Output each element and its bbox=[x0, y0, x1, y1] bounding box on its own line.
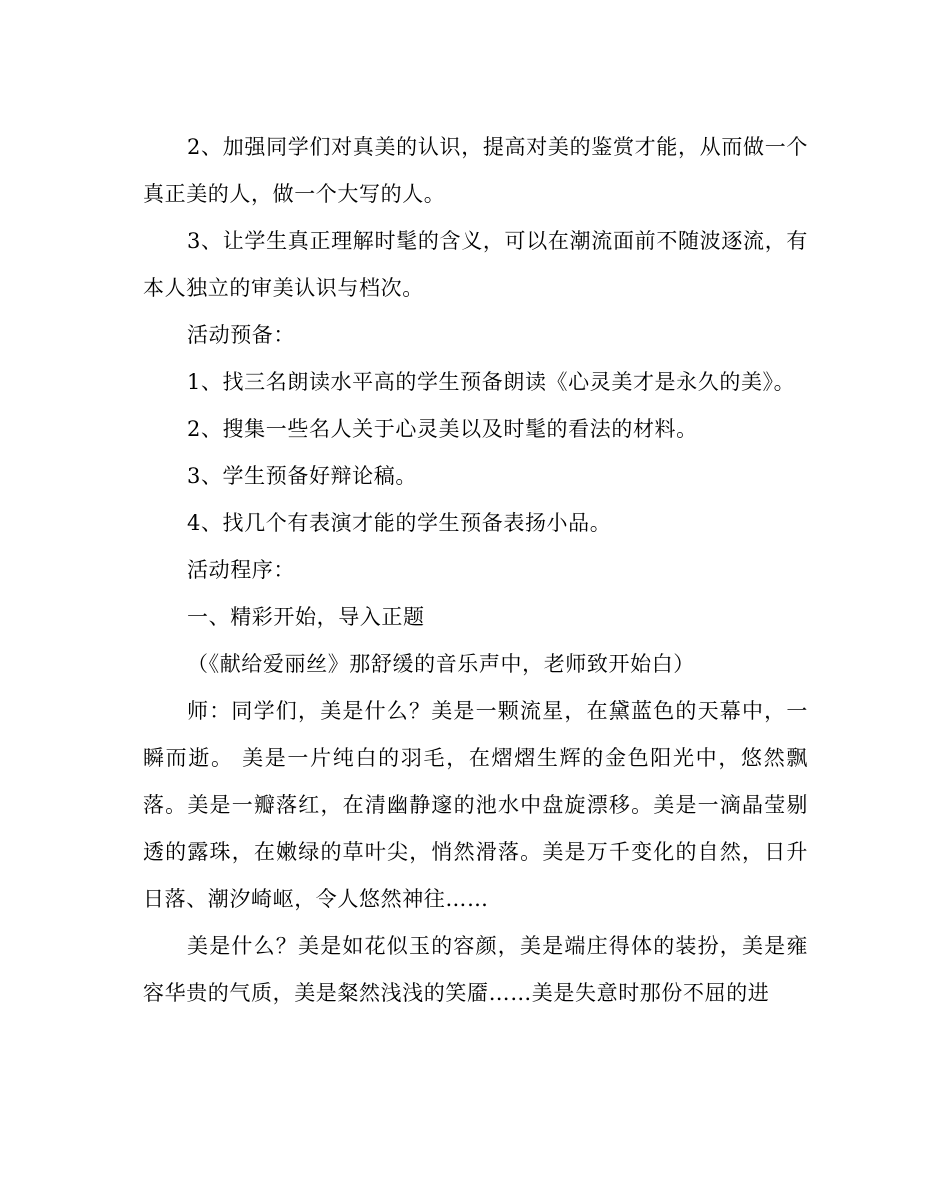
paragraph-goal-3: 3、让学生真正理解时髦的含义，可以在潮流面前不随波逐流，有本人独立的审美认识与档次。 bbox=[143, 229, 808, 300]
paragraph-stage-direction: （《献给爱丽丝》那舒缓的音乐声中，老师致开始白） bbox=[187, 652, 695, 676]
paragraph-prep-2: 2、搜集一些名人关于心灵美以及时髦的看法的材料。 bbox=[187, 417, 698, 441]
paragraph-teacher-speech: 师：同学们，美是什么？美是一颗流星，在黛蓝色的天幕中，一瞬而逝。 美是一片纯白的羽毛，在熠熠生辉的金色阳光中，悠然飘落。美是一瓣落红，在清幽静邃的池水中盘旋漂移。美是一滴晶莹剔透的露珠，在嫩绿的草叶尖，悄然滑落。美是万千变化的自然，日升日落、潮汐崎岖，令人悠然神往…… bbox=[143, 699, 808, 911]
document-body bbox=[143, 124, 808, 1017]
paragraph-prep-4: 4、找几个有表演才能的学生预备表扬小品。 bbox=[187, 511, 612, 535]
paragraph-prep-1: 1、找三名朗读水平高的学生预备朗读《心灵美才是永久的美》。 bbox=[187, 370, 796, 394]
paragraph-beauty-continued: 美是什么？美是如花似玉的容颜，美是端庄得体的装扮，美是雍容华贵的气质，美是粲然浅浅的笑靥……美是失意时那份不屈的进 bbox=[143, 934, 808, 1005]
heading-section-1: 一、精彩开始，导入正题 bbox=[187, 605, 425, 629]
heading-activity-preparation: 活动预备： bbox=[187, 323, 295, 347]
paragraph-prep-3: 3、学生预备好辩论稿。 bbox=[187, 464, 417, 488]
heading-activity-procedure: 活动程序： bbox=[187, 558, 295, 582]
paragraph-goal-2: 2、加强同学们对真美的认识，提高对美的鉴赏才能，从而做一个真正美的人，做一个大写的人。 bbox=[143, 135, 808, 206]
